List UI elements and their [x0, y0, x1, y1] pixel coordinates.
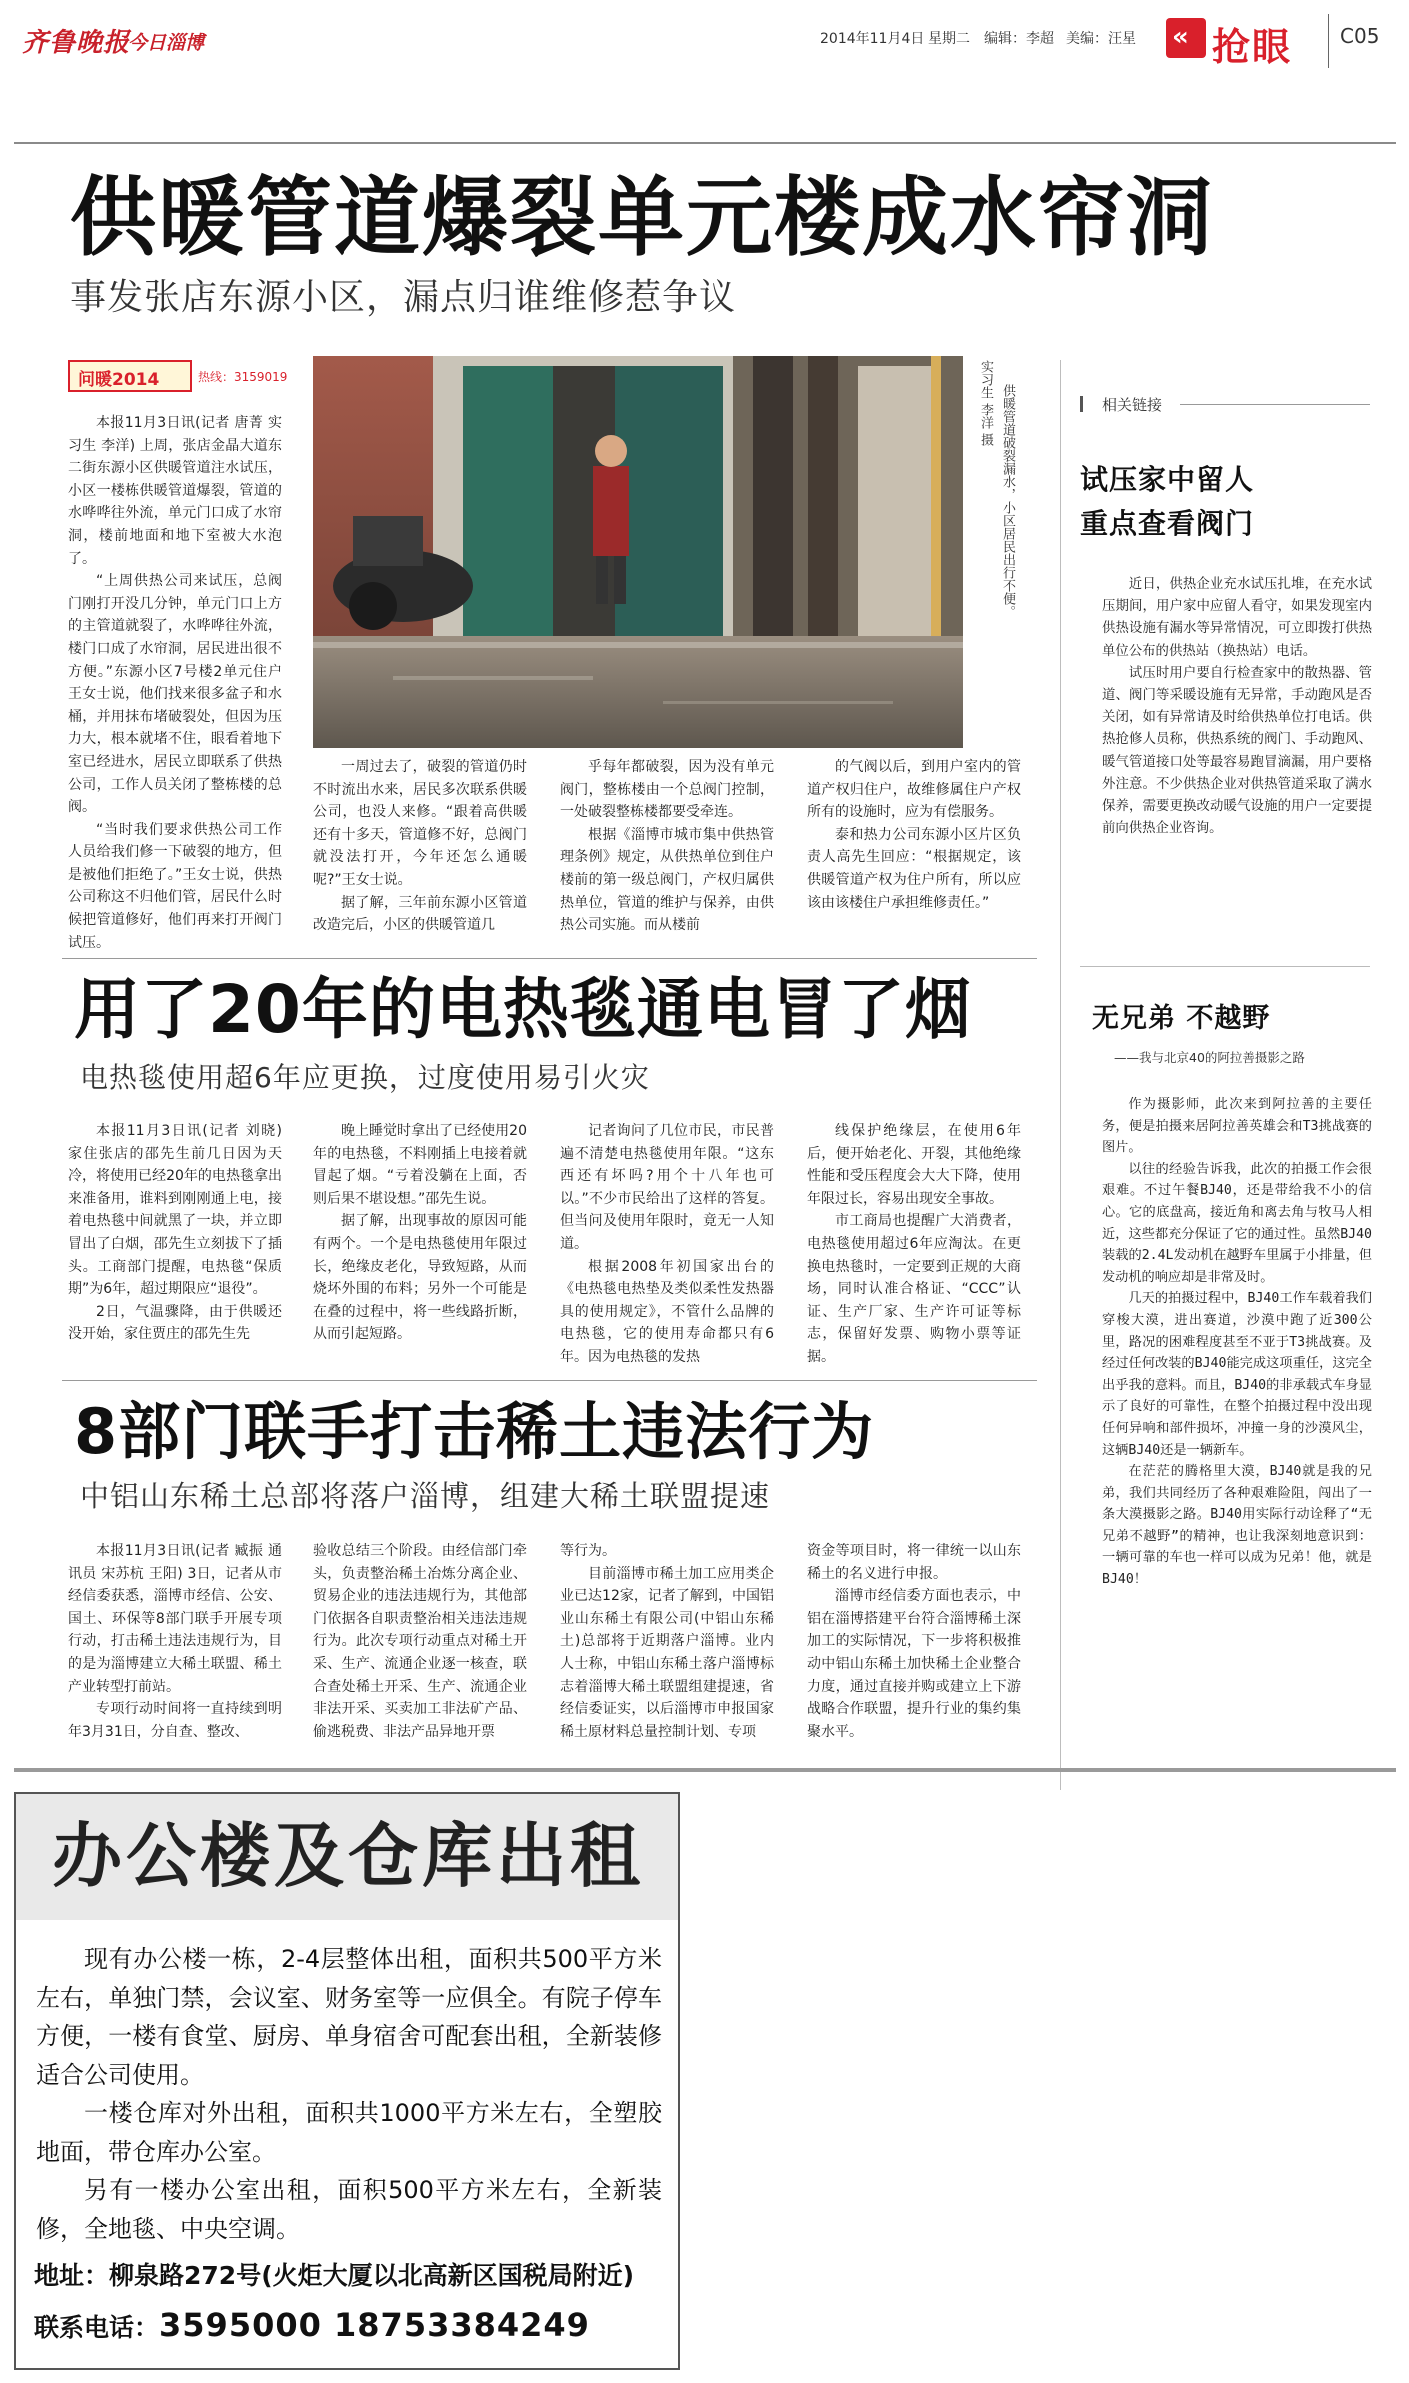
paragraph: 晚上睡觉时拿出了已经使用20年的电热毯，不料刚插上电接着就冒起了烟。“亏着没躺在上面，否则后果不堪设想。”邵先生说。 — [313, 1123, 527, 1207]
masthead — [0, 0, 1409, 80]
article3-bottom-rule — [14, 1768, 1396, 1772]
article3-column-4 — [807, 1540, 1021, 1743]
ad-body — [36, 1940, 662, 2248]
article2-column-3 — [560, 1120, 774, 1369]
double-chevron-icon: « — [1172, 22, 1189, 52]
article1-column-1 — [68, 412, 282, 954]
label-marker — [1080, 396, 1083, 412]
paragraph: 据了解，出现事故的原因可能有两个。一个是电热毯使用年限过长，绝缘皮老化，导致短路，从而烧坏外围的布料；另外一个可能是在叠的过程中，将一些线路折断，从而引起短路。 — [313, 1213, 527, 1343]
sidebar-rule — [1080, 966, 1370, 967]
article2-bottom-rule — [62, 1380, 1037, 1381]
paragraph: 资金等项目时，将一律统一以山东稀土的名义进行申报。 — [807, 1543, 1021, 1582]
article3-subhead: 中铝山东稀土总部将落户淄博，组建大稀土联盟提速 — [80, 1479, 771, 1513]
paragraph: 另有一楼办公室出租，面积500平方米左右，全新装修，全地毯、中央空调。 — [36, 2176, 662, 2243]
paragraph: 在茫茫的腾格里大漠，BJ40就是我的兄弟，我们共同经历了各种艰难险阻，闯出了一条大漠摄影之路。BJ40用实际行动诠释了“无兄弟不越野”的精神，也让我深刻地意识到：一辆可靠的车也一样可以成为兄弟！他，就是BJ40！ — [1102, 1464, 1372, 1588]
designer: 美编：汪星 — [1066, 31, 1136, 47]
date: 2014年11月4日 — [820, 31, 925, 47]
photo-caption: 供暖管道破裂漏水，小区居民出行不便。 — [1000, 384, 1015, 618]
article2-subhead: 电热毯使用超6年应更换，过度使用易引火灾 — [80, 1061, 650, 1094]
column-name: 抢眼 — [1212, 25, 1293, 69]
paragraph: 本报11月3日讯(记者 臧振 通讯员 宋苏杭 王阳) 3日，记者从市经信委获悉，淄博市经信、公安、国土、环保等8部门联手开展专项行动，打击稀土违法违规行为，目的是为淄博建立大稀土联盟、稀土产业转型打前站。 — [68, 1543, 282, 1695]
paragraph: 几天的拍摄过程中，BJ40工作车载着我们穿梭大漠，进出赛道，沙漠中跑了近300公里，路况的困难程度甚至不亚于T3挑战赛。及经过任何改装的BJ40能完成这项重任，这完全出乎我的意料。而且，BJ40的非承载式车身显示了良好的可靠性，在整个拍摄过程中没出现任何异响和部件损坏，冲撞一身的沙漠风尘，这辆BJ40还是一辆新车。 — [1102, 1291, 1372, 1458]
ad-phone-row — [34, 2306, 674, 2344]
article1-headline: 供暖管道爆裂单元楼成水帘洞 — [70, 168, 1214, 268]
article1-subhead: 事发张店东源小区，漏点归谁维修惹争议 — [70, 277, 737, 318]
paragraph: 本报11月3日讯(记者 唐菁 实习生 李洋) 上周，张店金晶大道东二街东源小区供暖管道注水试压，小区一楼栋供暖管道爆裂，管道的水哗哗往外流，单元门口成了水帘洞，楼前地面和地下室被大水泡了。 — [68, 415, 282, 567]
label-rule — [1180, 404, 1370, 405]
paragraph: 本报11月3日讯(记者 刘晓) 家住张店的邵先生前几日因为天冷，将使用已经20年的电热毯拿出来准备用，谁料到刚刚通上电，接着电热毯中间就黑了一块，并立即冒出了白烟，邵先生立刻拔下了插头。工商部门提醒，电热毯“保质期”为6年，超过期限应“退役”。 — [68, 1123, 282, 1298]
column-badge — [1166, 18, 1206, 58]
sidebar1-title-line2: 重点查看阀门 — [1080, 507, 1255, 540]
photo-illustration — [313, 356, 963, 748]
article2-column-4 — [807, 1120, 1021, 1369]
ad-address-row — [34, 2256, 674, 2292]
paragraph: 据了解，三年前东源小区管道改造完后，小区的供暖管道几 — [313, 894, 527, 934]
badge-label-box — [68, 360, 192, 392]
sidebar-divider — [1060, 360, 1061, 1790]
paragraph: 根据2008年初国家出台的《电热毯电热垫及类似柔性发热器具的使用规定》，不管什么品牌的电热毯，它的使用寿命都只有6年。因为电热毯的发热 — [560, 1258, 774, 1365]
article3-column-2 — [313, 1540, 527, 1743]
photo-credit: 实习生 李洋 摄 — [978, 360, 993, 447]
article3-column-3 — [560, 1540, 774, 1743]
editor: 编辑：李超 — [984, 31, 1054, 47]
paragraph: 线保护绝缘层，在使用6年后，便开始老化、开裂，其他绝缘性能和受压程度会大大下降，使用年限过长，容易出现安全事故。 — [807, 1123, 1021, 1207]
masthead-rule — [14, 142, 1396, 144]
paragraph: 记者询问了几位市民，市民普遍不清楚电热毯使用年限。“这东西还有坏吗?用个十八年也可以。”不少市民给出了这样的答复。但当问及使用年限时，竟无一人知道。 — [560, 1123, 774, 1252]
paragraph: 专项行动时间将一直持续到明年3月31日，分自查、整改、 — [68, 1701, 282, 1740]
ad-address: 柳泉路272号(火炬大厦以北高新区国税局附近) — [109, 2261, 635, 2290]
article2-headline: 用了20年的电热毯通电冒了烟 — [74, 971, 972, 1048]
weekday: 星期二 — [928, 31, 970, 47]
paragraph: 泰和热力公司东源小区片区负责人高先生回应：“根据规定，该供暖管道产权为住户所有，所以应该由该楼住户承担维修责任。” — [807, 826, 1021, 911]
hotline-badge — [68, 360, 318, 390]
ad-title: 办公楼及仓库出租 — [52, 1815, 644, 1897]
ad-box — [14, 1792, 680, 2370]
sidebar1-body — [1102, 574, 1372, 840]
article2-column-1 — [68, 1120, 282, 1346]
sidebar1-label: 相关链接 — [1102, 396, 1163, 414]
ad-title-band — [16, 1794, 678, 1920]
paragraph: 试压时用户要自行检查家中的散热器、管道、阀门等采暖设施有无异常，手动跑风是否关闭，如有异常请及时给供热单位打电话。供热抢修人员称，供热系统的阀门、手动跑风、暖气管道接口处等最容易跑冒滴漏，用户要格外注意。不少供热企业对供热管道采取了满水保养，需要更换改动暖气设施的用户一定要提前向供热企业咨询。 — [1102, 665, 1372, 837]
article3-column-1 — [68, 1540, 282, 1743]
paragraph: 一楼仓库对外出租，面积共1000平方米左右，全塑胶地面，带仓库办公室。 — [36, 2099, 662, 2166]
sidebar2-body — [1102, 1094, 1372, 1591]
paragraph: 目前淄博市稀土加工应用类企业已达12家，记者了解到，中国铝业山东稀土有限公司(中铝山东稀土)总部将于近期落户淄博。业内人士称，中铝山东稀土落户淄博标志着淄博大稀土联盟组建提速，省经信委证实，以后淄博市申报国家稀土原材料总量控制计划、专项 — [560, 1565, 774, 1740]
paragraph: 作为摄影师，此次来到阿拉善的主要任务，便是拍摄来居阿拉善英雄会和T3挑战赛的图片。 — [1102, 1097, 1372, 1156]
paragraph: 验收总结三个阶段。由经信部门牵头，负责整治稀土冶炼分离企业、贸易企业的违法违规行为，其他部门依据各自职责整治相关违法违规行为。此次专项行动重点对稀土开采、生产、流通企业逐一核查，联合查处稀土开采、生产、流通企业非法开采、买卖加工非法矿产品、偷逃税费、非法产品异地开票 — [313, 1543, 527, 1740]
paragraph: 根据《淄博市城市集中供热管理条例》规定，从供热单位到住户楼前的第一级总阀门，产权归属供热单位，管道的维护与保养，由供热公司实施。而从楼前 — [560, 826, 774, 934]
paragraph: “上周供热公司来试压，总阀门刚打开没几分钟，单元门口上方的主管道就裂了，水哗哗往外流，楼门口成了水帘洞，居民进出很不方便。”东源小区7号楼2单元住户王女士说，他们找来很多盆子和水桶，并用抹布堵破裂处，但因为压力大，根本就堵不住，眼看着地下室已经进水，居民立即联系了供热公司，工作人员关闭了整栋楼的总阀。 — [68, 573, 282, 816]
page-number: C05 — [1340, 24, 1380, 48]
sidebar1-label-bar — [1080, 394, 1370, 414]
badge-phone: 热线：3159019 — [198, 370, 288, 384]
masthead-divider — [1328, 14, 1329, 68]
sidebar2-title: 无兄弟 不越野 — [1092, 1003, 1271, 1034]
paragraph: 2日，气温骤降，由于供暖还没开始，家住贾庄的邵先生先 — [68, 1303, 282, 1343]
paragraph: “当时我们要求供热公司工作人员给我们修一下破裂的地方，但是被他们拒绝了。”王女士说，供热公司称这不归他们管，居民什么时候把管道修好，他们再来打开阀门试压。 — [68, 821, 282, 951]
paragraph: 一周过去了，破裂的管道仍时不时流出水来，居民多次联系供暖公司，也没人来修。“跟着高供暖还有十多天，管道修不好，总阀门就没法打开，今年还怎么通暖呢?”王女士说。 — [313, 759, 527, 888]
paragraph: 的气阀以后，到用户室内的管道产权归住户，故维修属住户产权所有的设施时，应为有偿服务。 — [807, 759, 1021, 821]
paragraph: 现有办公楼一栋，2-4层整体出租，面积共500平方米左右，单独门禁，会议室、财务室等一应俱全。有院子停车方便，一楼有食堂、厨房、单身宿舍可配套出租，全新装修适合公司使用。 — [36, 1945, 662, 2089]
article1-photo — [313, 356, 963, 748]
sidebar2-subtitle: ——我与北京40的阿拉善摄影之路 — [1114, 1050, 1305, 1065]
article1-bottom-rule — [62, 958, 1037, 959]
article1-column-3 — [560, 756, 774, 937]
paragraph: 淄博市经信委方面也表示，中铝在淄博搭建平台符合淄博稀土深加工的实际情况，下一步将积极推动中铝山东稀土加快稀土企业整合力度，通过直接并购或建立上下游战略合作联盟，提升行业的集约集聚水平。 — [807, 1588, 1021, 1740]
section-name: 今日淄博 — [128, 32, 205, 54]
paragraph: 等行为。 — [560, 1543, 616, 1559]
ad-address-label: 地址： — [34, 2261, 110, 2290]
article2-column-2 — [313, 1120, 527, 1346]
article1-column-4 — [807, 756, 1021, 914]
paragraph: 近日，供热企业充水试压扎堆，在充水试压期间，用户家中应留人看守，如果发现室内供热设施有漏水等异常情况，可立即拨打供热单位公布的供热站（换热站）电话。 — [1102, 577, 1372, 659]
ad-phone: 3595000 18753384249 — [159, 2306, 590, 2344]
paper-name: 齐鲁晚报 — [22, 28, 131, 58]
paragraph: 以往的经验告诉我，此次的拍摄工作会很艰难。不过午餐BJ40，还是带给我不小的信心。它的底盘高，接近角和离去角与牧马人相近，这些都充分保证了它的通过性。虽然BJ40装载的2.4L发动机在越野车里属于小排量，但发动机的响应却是非常及时。 — [1102, 1161, 1372, 1285]
ad-phone-label: 联系电话： — [34, 2313, 160, 2342]
paragraph: 市工商局也提醒广大消费者，电热毯使用超过6年应淘汰。在更换电热毯时，一定要到正规的大商场，同时认准合格证、“CCC”认证、生产厂家、生产许可证等标志，保留好发票、购物小票等证据。 — [807, 1213, 1021, 1365]
paragraph: 乎每年都破裂，因为没有单元阀门，整栋楼由一个总阀门控制，一处破裂整栋楼都要受牵连。 — [560, 759, 774, 821]
article3-headline: 8部门联手打击稀土违法行为 — [74, 1395, 875, 1468]
badge-label: 问暖2014 — [78, 370, 160, 390]
article1-column-2 — [313, 756, 527, 937]
sidebar1-title-line1: 试压家中留人 — [1080, 463, 1255, 496]
